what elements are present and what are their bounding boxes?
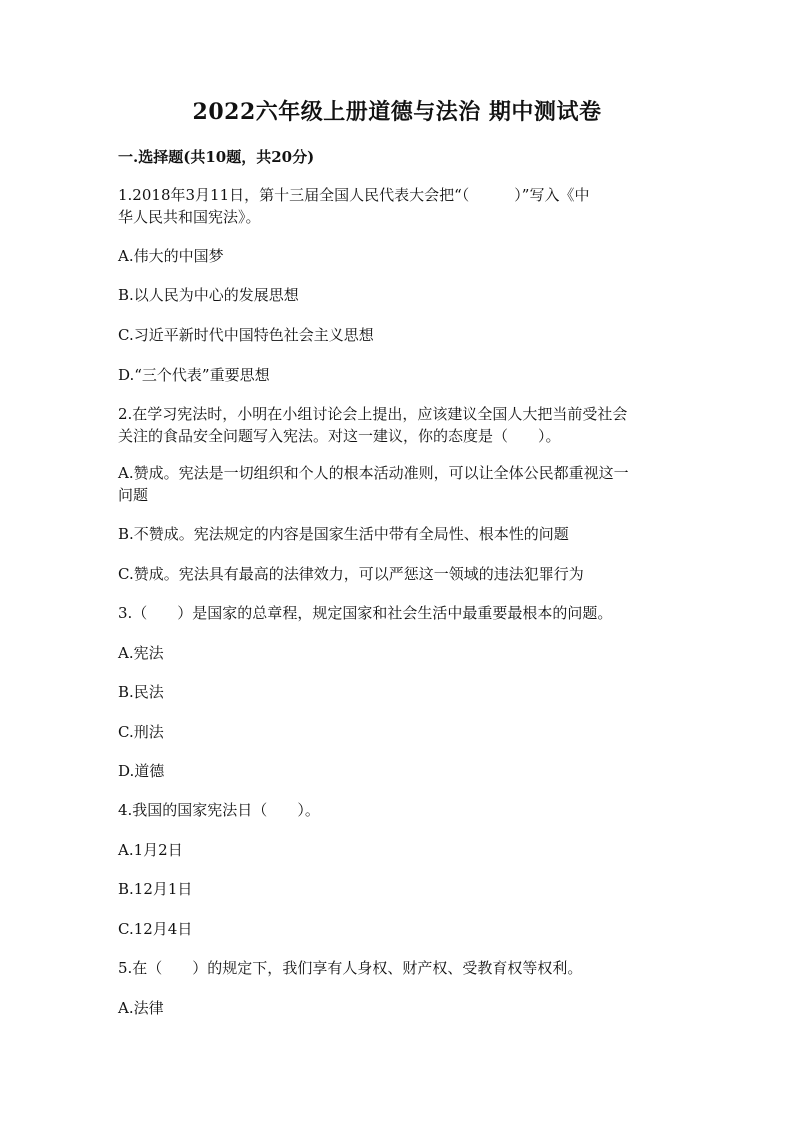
question-3-option-a: A.宪法 (118, 644, 164, 662)
question-2-option-a-line-2: 问题 (118, 486, 149, 504)
question-1-option-d: D.“三个代表”重要思想 (118, 366, 270, 384)
question-2-option-a-line-1: A.赞成。宪法是一切组织和个人的根本活动准则，可以让全体公民都重视这一 (118, 464, 629, 482)
question-4-option-b: B.12月1日 (118, 880, 193, 898)
question-4-option-a: A.1月2日 (118, 841, 183, 859)
question-3-option-d: D.道德 (118, 762, 165, 780)
question-1-option-a: A.伟大的中国梦 (118, 247, 224, 265)
question-1-stem-line-1: 1.2018年3月11日，第十三届全国人民代表大会把“（ ）”写入《中 (118, 186, 590, 204)
question-2-option-c: C.赞成。宪法具有最高的法律效力，可以严惩这一领域的违法犯罪行为 (118, 565, 584, 583)
question-2-option-b: B.不赞成。宪法规定的内容是国家生活中带有全局性、根本性的问题 (118, 525, 569, 543)
question-5-stem: 5.在（ ）的规定下，我们享有人身权、财产权、受教育权等权利。 (118, 959, 583, 977)
page-title: 2022六年级上册道德与法治 期中测试卷 (192, 99, 602, 125)
question-1-option-c: C.习近平新时代中国特色社会主义思想 (118, 326, 374, 344)
section-heading: 一.选择题(共10题，共20分) (118, 148, 315, 166)
question-2-stem-line-2: 关注的食品安全问题写入宪法。对这一建议，你的态度是（ ）。 (118, 427, 561, 445)
question-5-option-a: A.法律 (118, 999, 164, 1017)
question-4-stem: 4.我国的国家宪法日（ ）。 (118, 801, 320, 819)
question-1-option-b: B.以人民为中心的发展思想 (118, 286, 299, 304)
question-3-stem: 3.（ ）是国家的总章程，规定国家和社会生活中最重要最根本的问题。 (118, 604, 613, 622)
question-1-stem-line-2: 华人民共和国宪法》。 (118, 208, 261, 226)
question-3-option-b: B.民法 (118, 683, 164, 701)
question-4-option-c: C.12月4日 (118, 920, 193, 938)
question-3-option-c: C.刑法 (118, 723, 164, 741)
question-2-stem-line-1: 2.在学习宪法时，小明在小组讨论会上提出，应该建议全国人大把当前受社会 (118, 405, 628, 423)
